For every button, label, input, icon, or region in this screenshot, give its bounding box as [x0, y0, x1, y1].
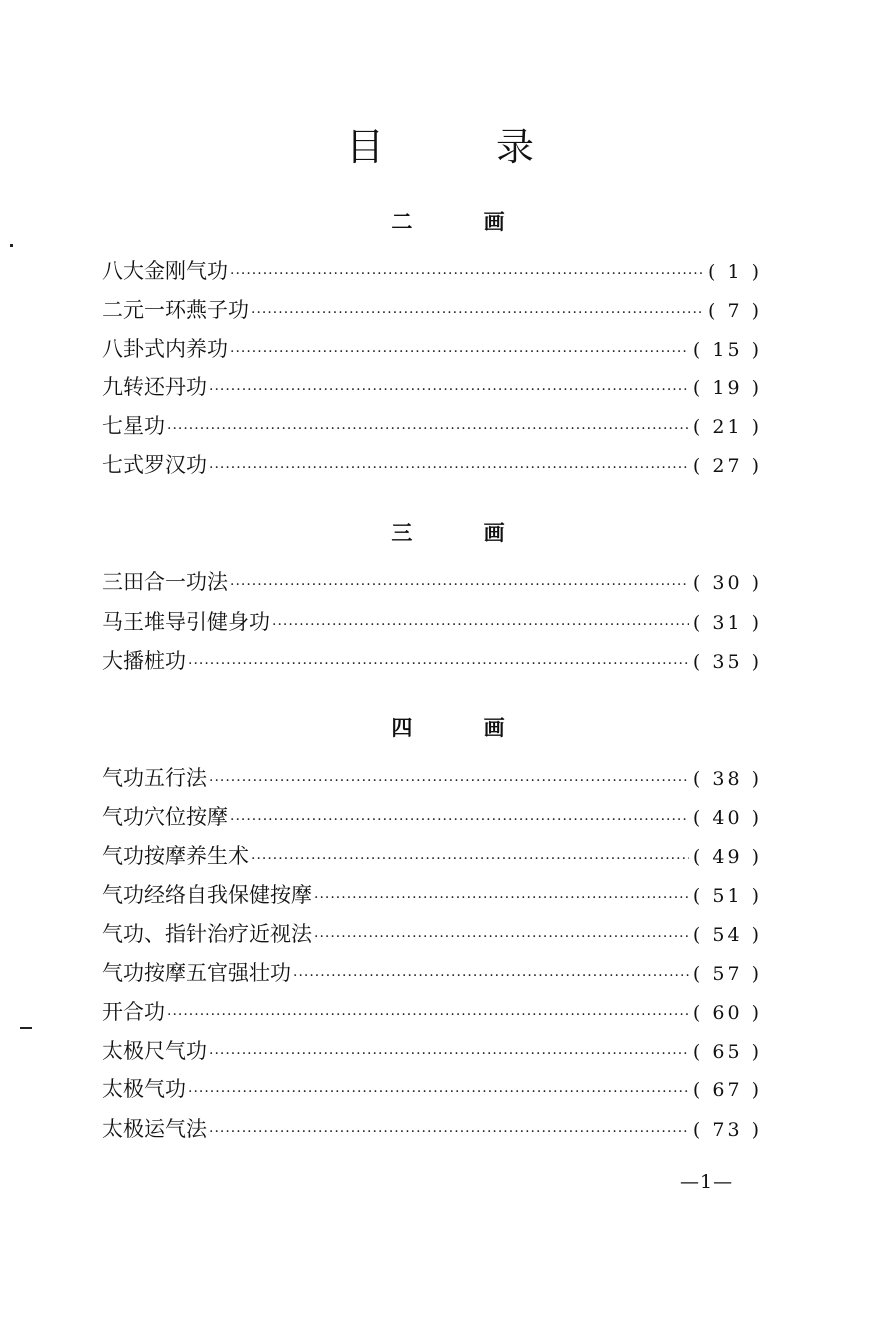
- toc-entry-title: 气功穴位按摩: [102, 805, 228, 829]
- toc-entry[interactable]: [102, 295, 762, 325]
- toc-entry[interactable]: [102, 646, 762, 676]
- toc-leader-dots: [188, 649, 689, 679]
- toc-leader-dots: [230, 570, 689, 600]
- toc-entry[interactable]: [102, 802, 762, 832]
- toc-entry-title: 七式罗汉功: [102, 453, 207, 477]
- toc-entry-page: ( 73 ): [692, 1119, 762, 1141]
- toc-leader-dots: [209, 1039, 689, 1069]
- toc-entry-page: ( 30 ): [692, 572, 762, 594]
- toc-entry[interactable]: [102, 1114, 762, 1144]
- toc-entry-page: ( 21 ): [692, 416, 762, 438]
- toc-entry-title: 太极气功: [102, 1077, 186, 1101]
- toc-entry[interactable]: [102, 450, 762, 480]
- toc-entry-title: 二元一环燕子功: [102, 298, 249, 322]
- toc-leader-dots: [251, 844, 689, 874]
- toc-entry[interactable]: [102, 607, 762, 637]
- toc-entry-title: 气功按摩五官强壮功: [102, 961, 291, 985]
- toc-entry[interactable]: [102, 567, 762, 597]
- toc-leader-dots: [251, 298, 704, 328]
- toc-entry-page: ( 54 ): [692, 924, 762, 946]
- toc-entry-title: 气功经络自我保健按摩: [102, 883, 312, 907]
- toc-entry-title: 气功按摩养生术: [102, 844, 249, 868]
- toc-entry[interactable]: [102, 334, 762, 364]
- toc-entry-title: 太极运气法: [102, 1117, 207, 1141]
- toc-entry-page: ( 27 ): [692, 455, 762, 477]
- toc-leader-dots: [209, 453, 689, 483]
- toc-entry-page: ( 31 ): [692, 612, 762, 634]
- toc-entry-title: 三田合一功法: [102, 570, 228, 594]
- section-heading-2: 二 画: [391, 209, 537, 234]
- toc-entry-page: ( 7 ): [708, 300, 762, 322]
- toc-entry-title: 八大金刚气功: [102, 259, 228, 283]
- toc-entry-title: 气功五行法: [102, 766, 207, 790]
- toc-entry-page: ( 51 ): [692, 885, 762, 907]
- scan-speck: [20, 1027, 32, 1029]
- toc-entry[interactable]: [102, 372, 762, 402]
- toc-leader-dots: [230, 337, 689, 367]
- toc-entry-page: ( 19 ): [692, 377, 762, 399]
- toc-leader-dots: [209, 766, 689, 796]
- toc-entry-page: ( 35 ): [692, 651, 762, 673]
- page-title: 目 录: [345, 125, 585, 169]
- toc-entry-page: ( 40 ): [692, 807, 762, 829]
- toc-entry[interactable]: [102, 1036, 762, 1066]
- toc-entry-page: ( 49 ): [692, 846, 762, 868]
- toc-entry-page: ( 38 ): [692, 768, 762, 790]
- toc-entry-page: ( 65 ): [692, 1041, 762, 1063]
- toc-leader-dots: [209, 1117, 689, 1147]
- toc-entry[interactable]: [102, 997, 762, 1027]
- toc-entry-title: 八卦式内养功: [102, 337, 228, 361]
- toc-leader-dots: [230, 259, 704, 289]
- toc-leader-dots: [167, 1000, 689, 1030]
- toc-entry-page: ( 60 ): [692, 1002, 762, 1024]
- toc-entry[interactable]: [102, 919, 762, 949]
- toc-leader-dots: [209, 375, 689, 405]
- toc-entry-title: 七星功: [102, 414, 165, 438]
- toc-entry-title: 开合功: [102, 1000, 165, 1024]
- toc-entry-title: 大播桩功: [102, 649, 186, 673]
- page-folio: —1—: [680, 1171, 734, 1193]
- toc-entry[interactable]: [102, 763, 762, 793]
- toc-entry-page: ( 1 ): [708, 261, 762, 283]
- toc-entry-title: 马王堆导引健身功: [102, 610, 270, 634]
- toc-entry[interactable]: [102, 411, 762, 441]
- toc-leader-dots: [167, 414, 689, 444]
- section-heading-3: 三 画: [391, 520, 537, 545]
- toc-entry-page: ( 67 ): [692, 1079, 762, 1101]
- toc-entry[interactable]: [102, 880, 762, 910]
- toc-leader-dots: [272, 610, 689, 640]
- toc-leader-dots: [293, 961, 689, 991]
- toc-entry-title: 太极尺气功: [102, 1039, 207, 1063]
- toc-entry[interactable]: [102, 841, 762, 871]
- toc-leader-dots: [314, 922, 689, 952]
- toc-entry[interactable]: [102, 256, 762, 286]
- scan-speck: [10, 244, 13, 247]
- toc-entry-title: 气功、指针治疗近视法: [102, 922, 312, 946]
- toc-entry-page: ( 57 ): [692, 963, 762, 985]
- toc-entry-page: ( 15 ): [692, 339, 762, 361]
- toc-entry[interactable]: [102, 958, 762, 988]
- section-heading-4: 四 画: [391, 715, 537, 740]
- toc-leader-dots: [314, 883, 689, 913]
- toc-entry[interactable]: [102, 1074, 762, 1104]
- toc-entry-title: 九转还丹功: [102, 375, 207, 399]
- toc-leader-dots: [230, 805, 689, 835]
- toc-leader-dots: [188, 1077, 689, 1107]
